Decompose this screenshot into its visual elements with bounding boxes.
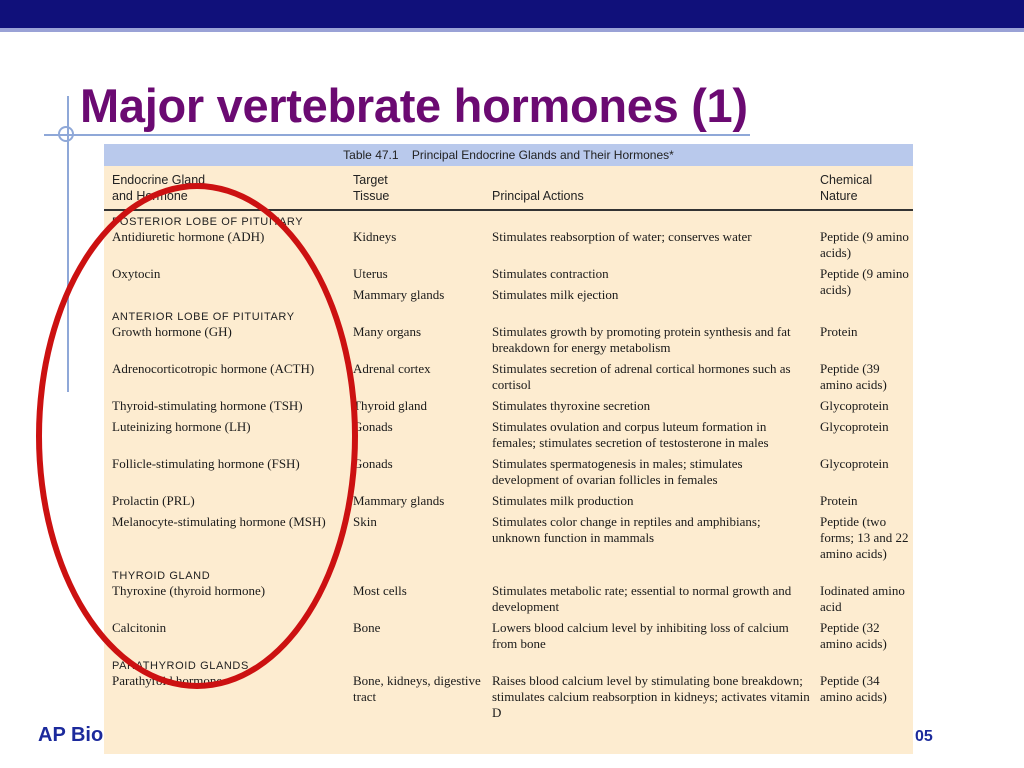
table-row — [104, 285, 913, 306]
slide-title: Major vertebrate hormones (1) — [80, 79, 748, 132]
hormone-cell: Growth hormone (GH) — [112, 324, 232, 339]
target-cell: Thyroid gland — [353, 398, 428, 413]
nature-cell: Peptide (9 amino acids) — [820, 266, 909, 297]
hormone-cell: Follicle-stimulating hormone (FSH) — [112, 456, 300, 471]
hormone-table — [104, 166, 913, 724]
hormone-cell: Oxytocin — [112, 266, 161, 281]
section-heading: PARATHYROID GLANDS — [112, 660, 249, 672]
hormone-cell: Calcitonin — [112, 620, 167, 635]
action-cell: Stimulates reabsorption of water; conserves water — [492, 229, 752, 244]
top-banner-stripe — [0, 28, 1024, 32]
table-row — [104, 512, 913, 565]
table-row — [104, 396, 913, 417]
target-cell: Uterus — [353, 266, 388, 281]
target-cell: Adrenal cortex — [353, 361, 431, 376]
hormone-cell: Thyroid-stimulating hormone (TSH) — [112, 398, 303, 413]
hormone-cell: Thyroxine (thyroid hormone) — [112, 583, 266, 598]
table-caption-text: Principal Endocrine Glands and Their Hormones* — [411, 148, 674, 162]
table-row — [104, 264, 913, 285]
action-cell: Stimulates milk production — [492, 493, 634, 508]
section-heading: THYROID GLAND — [112, 570, 211, 582]
action-cell: Stimulates spermatogenesis in males; stimulates development of ovarian follicles in females — [492, 456, 743, 487]
nature-cell: Iodinated amino acid — [820, 583, 905, 614]
target-cell: Gonads — [353, 419, 393, 434]
table-row — [104, 454, 913, 491]
nature-cell: Peptide (9 amino acids) — [820, 229, 909, 260]
table-header-row — [104, 166, 913, 210]
nature-cell: Peptide (34 amino acids) — [820, 673, 887, 704]
target-cell: Many organs — [353, 324, 422, 339]
header-nature-line1: Chemical — [820, 173, 873, 187]
table-row — [104, 583, 913, 618]
header-actions — [484, 166, 812, 210]
crosshair-circle — [58, 126, 74, 142]
table-row — [104, 417, 913, 454]
section-heading: POSTERIOR LOBE OF PITUITARY — [112, 216, 304, 228]
header-gland-line2: and Hormone — [112, 189, 188, 203]
header-target — [345, 166, 484, 210]
action-cell: Stimulates secretion of adrenal cortical hormones such as cortisol — [492, 361, 791, 392]
top-banner — [0, 0, 1024, 28]
footer-year-label: 05 — [915, 728, 933, 745]
section-heading-row — [104, 565, 913, 583]
action-cell: Stimulates contraction — [492, 266, 609, 281]
nature-cell: Peptide (two forms; 13 and 22 amino acids) — [820, 514, 909, 561]
table-row — [104, 673, 913, 724]
action-cell: Stimulates ovulation and corpus luteum formation in females; stimulates secretion of testosterone in males — [492, 419, 769, 450]
nature-cell: Protein — [820, 324, 858, 339]
title-underline — [44, 134, 750, 136]
header-actions-label: Principal Actions — [492, 189, 584, 203]
hormone-cell — [104, 285, 345, 306]
hormone-cell: Parathyroid hormone — [112, 673, 223, 688]
hormone-table-figure — [104, 144, 913, 754]
table-row — [104, 618, 913, 655]
section-heading-row — [104, 306, 913, 324]
target-cell: Bone, kidneys, digestive tract — [353, 673, 481, 704]
table-row — [104, 359, 913, 396]
hormone-cell: Antidiuretic hormone (ADH) — [112, 229, 265, 244]
action-cell: Stimulates milk ejection — [492, 287, 619, 302]
action-cell: Lowers blood calcium level by inhibiting loss of calcium from bone — [492, 620, 789, 651]
action-cell: Stimulates thyroxine secretion — [492, 398, 651, 413]
header-nature-line2: Nature — [820, 189, 858, 203]
target-cell: Gonads — [353, 456, 393, 471]
header-nature — [812, 166, 913, 210]
table-row — [104, 229, 913, 264]
action-cell: Stimulates growth by promoting protein synthesis and fat breakdown for energy metabolism — [492, 324, 791, 355]
section-heading-row — [104, 210, 913, 229]
table-caption — [104, 144, 913, 166]
nature-cell: Glycoprotein — [820, 456, 889, 471]
hormone-cell: Prolactin (PRL) — [112, 493, 195, 508]
header-gland-line1: Endocrine Gland — [112, 173, 206, 187]
target-cell: Mammary glands — [353, 287, 445, 302]
footer-course-label: AP Bio — [38, 724, 104, 746]
target-cell: Kidneys — [353, 229, 397, 244]
hormone-cell: Luteinizing hormone (LH) — [112, 419, 251, 434]
nature-cell: Peptide (39 amino acids) — [820, 361, 887, 392]
table-row — [104, 324, 913, 359]
target-cell: Mammary glands — [353, 493, 445, 508]
target-cell: Most cells — [353, 583, 407, 598]
hormone-cell: Adrenocorticotropic hormone (ACTH) — [112, 361, 315, 376]
section-heading: ANTERIOR LOBE OF PITUITARY — [112, 311, 295, 323]
nature-cell: Peptide (32 amino acids) — [820, 620, 887, 651]
nature-cell: Glycoprotein — [820, 398, 889, 413]
target-cell: Skin — [353, 514, 377, 529]
header-gland — [104, 166, 345, 210]
nature-cell: Protein — [820, 493, 858, 508]
target-cell: Bone — [353, 620, 381, 635]
table-row — [104, 491, 913, 512]
action-cell: Stimulates metabolic rate; essential to normal growth and development — [492, 583, 792, 614]
section-heading-row — [104, 655, 913, 673]
hormone-cell: Melanocyte-stimulating hormone (MSH) — [112, 514, 326, 529]
action-cell: Stimulates color change in reptiles and amphibians; unknown function in mammals — [492, 514, 761, 545]
header-target-line2: Tissue — [353, 189, 390, 203]
action-cell: Raises blood calcium level by stimulating bone breakdown; stimulates calcium reabsorption in kidneys; activates vitamin D — [492, 673, 810, 720]
table-caption-number: Table 47.1 — [343, 148, 399, 162]
header-target-line1: Target — [353, 173, 388, 187]
nature-cell: Glycoprotein — [820, 419, 889, 434]
